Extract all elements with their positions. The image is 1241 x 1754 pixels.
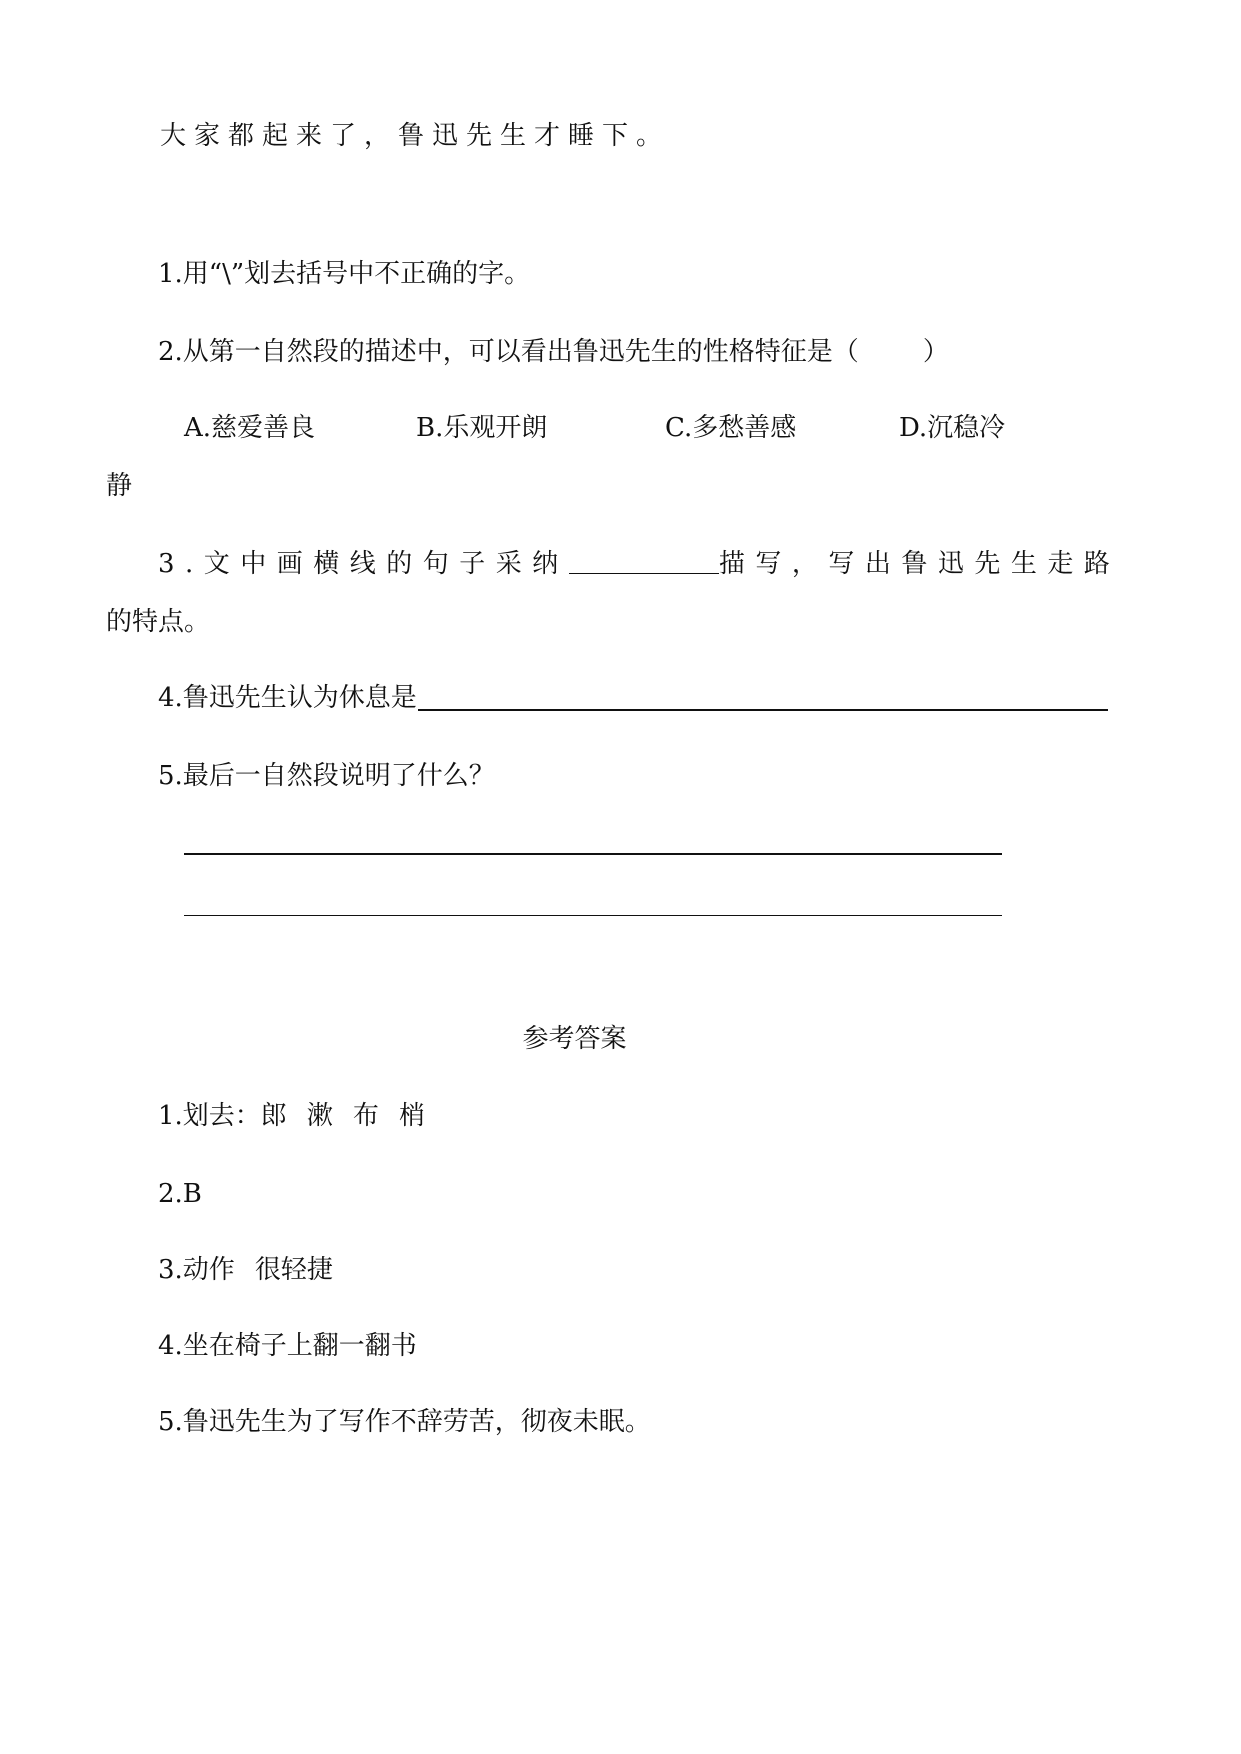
answers-title: 参考答案 [522, 1024, 627, 1054]
question-3-wrap: 的特点。 [106, 607, 211, 637]
answer-2: 2.B [158, 1179, 202, 1209]
answer-4: 4.坐在椅子上翻一翻书 [158, 1331, 417, 1361]
answer-3-second: 很轻捷 [254, 1255, 333, 1285]
question-5-answer-line-2[interactable] [184, 915, 1002, 916]
answer-5: 5.鲁迅先生为了写作不辞劳苦，彻夜未眠。 [158, 1407, 651, 1437]
answer-1-label: 1.划去：郎 [158, 1101, 287, 1131]
question-3 [158, 546, 1120, 582]
question-5-answer-line-1[interactable] [184, 853, 1002, 855]
answer-3-label: 3.动作 [158, 1255, 235, 1285]
question-5: 5.最后一自然段说明了什么？ [158, 761, 495, 791]
question-2-close-paren: ） [922, 337, 949, 367]
question-4: 4.鲁迅先生认为休息是 [158, 683, 417, 713]
answer-1-word-2: 漱 [306, 1101, 333, 1131]
question-3-blank[interactable] [569, 549, 719, 574]
question-4-answer-line[interactable] [418, 709, 1108, 711]
option-c: C.多愁善感 [665, 413, 797, 443]
option-b: B.乐观开朗 [416, 413, 548, 443]
answer-1-word-3: 布 [352, 1101, 379, 1131]
question-1: 1.用“\”划去括号中不正确的字。 [158, 259, 531, 289]
option-a: A.慈爱善良 [184, 413, 316, 443]
question-2-stem: 2.从第一自然段的描述中，可以看出鲁迅先生的性格特征是（ [158, 337, 859, 367]
question-2 [158, 334, 949, 370]
option-d-wrap: 静 [106, 471, 133, 501]
answer-3 [158, 1252, 333, 1288]
answer-1 [158, 1098, 425, 1134]
question-3-after: 描写，写出鲁迅先生走路 [718, 549, 1121, 579]
passage-last-line: 大家都起来了，鲁迅先生才睡下。 [160, 121, 671, 151]
answer-1-word-4: 梢 [398, 1101, 425, 1131]
question-3-before: 3.文中画横线的句子采纳 [158, 549, 569, 579]
option-d: D.沉稳冷 [899, 413, 1006, 443]
